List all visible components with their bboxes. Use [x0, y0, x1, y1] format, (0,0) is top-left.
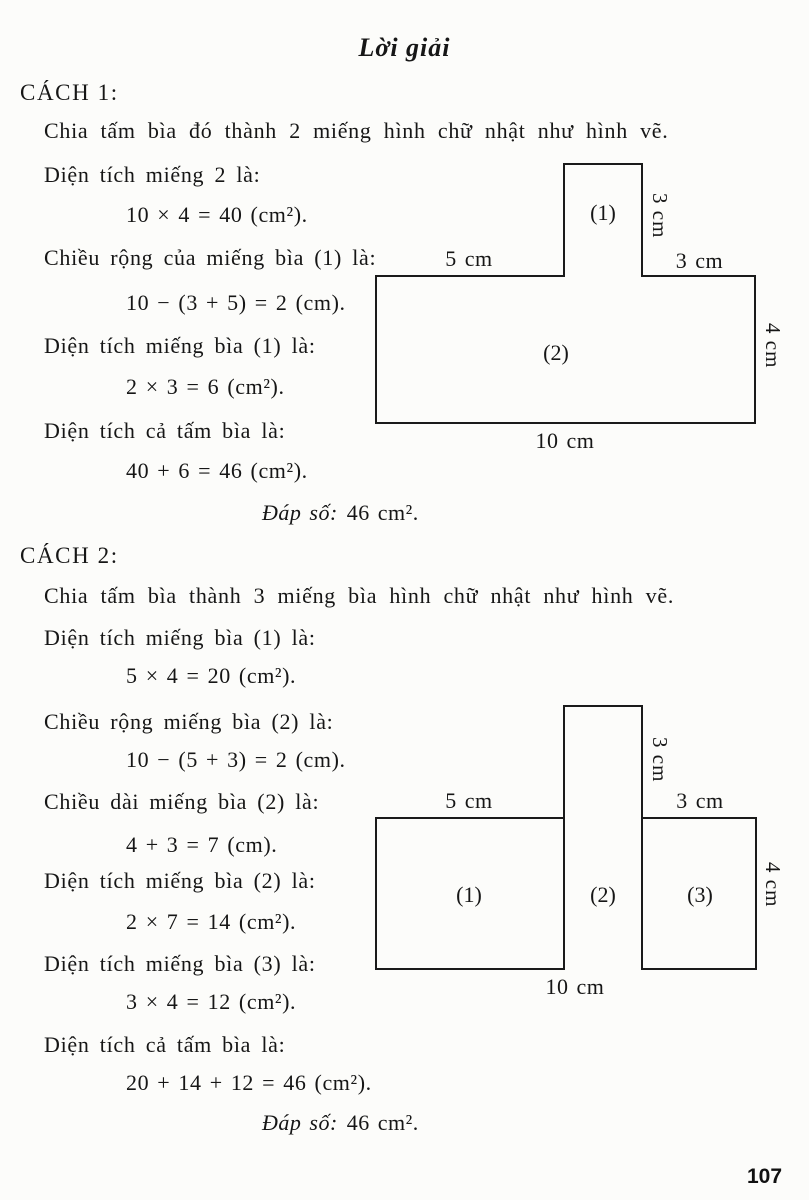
- diagram1-body-height-label: 4 cm: [761, 323, 785, 369]
- method2-step3-formula: 4 + 3 = 7 (cm).: [126, 832, 278, 857]
- method1-step2-formula: 10 − (3 + 5) = 2 (cm).: [126, 290, 346, 315]
- diagram1-top-left-width-label: 5 cm: [445, 246, 493, 271]
- method2-step5-label: Diện tích miếng bìa (3) là:: [44, 951, 316, 976]
- method2-heading: CÁCH 2:: [20, 543, 119, 568]
- method2-step4-label: Diện tích miếng bìa (2) là:: [44, 868, 316, 893]
- method2-step3-label: Chiều dài miếng bìa (2) là:: [44, 789, 320, 814]
- method1-step2-label: Chiều rộng của miếng bìa (1) là:: [44, 245, 377, 270]
- method1-step3-formula: 2 × 3 = 6 (cm²).: [126, 374, 285, 399]
- diagram2-right-width-label: 3 cm: [676, 788, 724, 813]
- method2-step6-formula: 20 + 14 + 12 = 46 (cm²).: [126, 1070, 372, 1095]
- method2-step1-formula: 5 × 4 = 20 (cm²).: [126, 663, 297, 688]
- method2-step1-label: Diện tích miếng bìa (1) là:: [44, 625, 316, 650]
- method1-answer-line: [262, 500, 419, 525]
- diagram1-top-right-width-label: 3 cm: [675, 248, 724, 273]
- diagram1-bottom-width-label: 10 cm: [535, 428, 595, 453]
- method1-heading: CÁCH 1:: [20, 80, 119, 105]
- diagram1-piece2-label: (2): [543, 340, 569, 365]
- method1-answer-label: Đáp số:: [262, 500, 338, 525]
- method2-answer-line: [262, 1110, 419, 1135]
- method2-answer-label: Đáp số:: [262, 1110, 338, 1135]
- method2-step5-formula: 3 × 4 = 12 (cm²).: [126, 989, 297, 1014]
- method2-answer-value: 46 cm².: [346, 1110, 419, 1135]
- method2-step4-formula: 2 × 7 = 14 (cm²).: [126, 909, 297, 934]
- method2-step2-label: Chiều rộng miếng bìa (2) là:: [44, 709, 334, 734]
- method2-step2-formula: 10 − (5 + 3) = 2 (cm).: [126, 747, 346, 772]
- method2-intro: Chia tấm bìa thành 3 miếng bìa hình chữ nhật như hình vẽ.: [44, 583, 675, 608]
- diagram2-column-rectangle: [563, 705, 643, 970]
- method1-step4-formula: 40 + 6 = 46 (cm²).: [126, 458, 308, 483]
- method2-step6-label: Diện tích cả tấm bìa là:: [44, 1032, 286, 1057]
- method1-step4-label: Diện tích cả tấm bìa là:: [44, 418, 286, 443]
- diagram2-body-height-label: 4 cm: [761, 862, 785, 908]
- diagram2-piece3-label: (3): [687, 882, 713, 907]
- diagram1-tab-height-label: 3 cm: [648, 193, 672, 239]
- method1-step1-label: Diện tích miếng 2 là:: [44, 162, 261, 187]
- diagram1-piece1-label: (1): [590, 200, 616, 225]
- diagram2-piece2-label: (2): [590, 882, 616, 907]
- method1-step1-formula: 10 × 4 = 40 (cm²).: [126, 202, 308, 227]
- diagram2-bottom-width-label: 10 cm: [545, 974, 605, 999]
- method1-step3-label: Diện tích miếng bìa (1) là:: [44, 333, 316, 358]
- diagram2-piece1-label: (1): [456, 882, 482, 907]
- diagram2-column-height-label: 3 cm: [648, 737, 672, 783]
- page-title: Lời giải: [358, 33, 451, 62]
- page-number: 107: [747, 1165, 783, 1188]
- method1-answer-value: 46 cm².: [346, 500, 419, 525]
- diagram2-left-width-label: 5 cm: [445, 788, 493, 813]
- method1-intro: Chia tấm bìa đó thành 2 miếng hình chữ nhật như hình vẽ.: [44, 118, 669, 143]
